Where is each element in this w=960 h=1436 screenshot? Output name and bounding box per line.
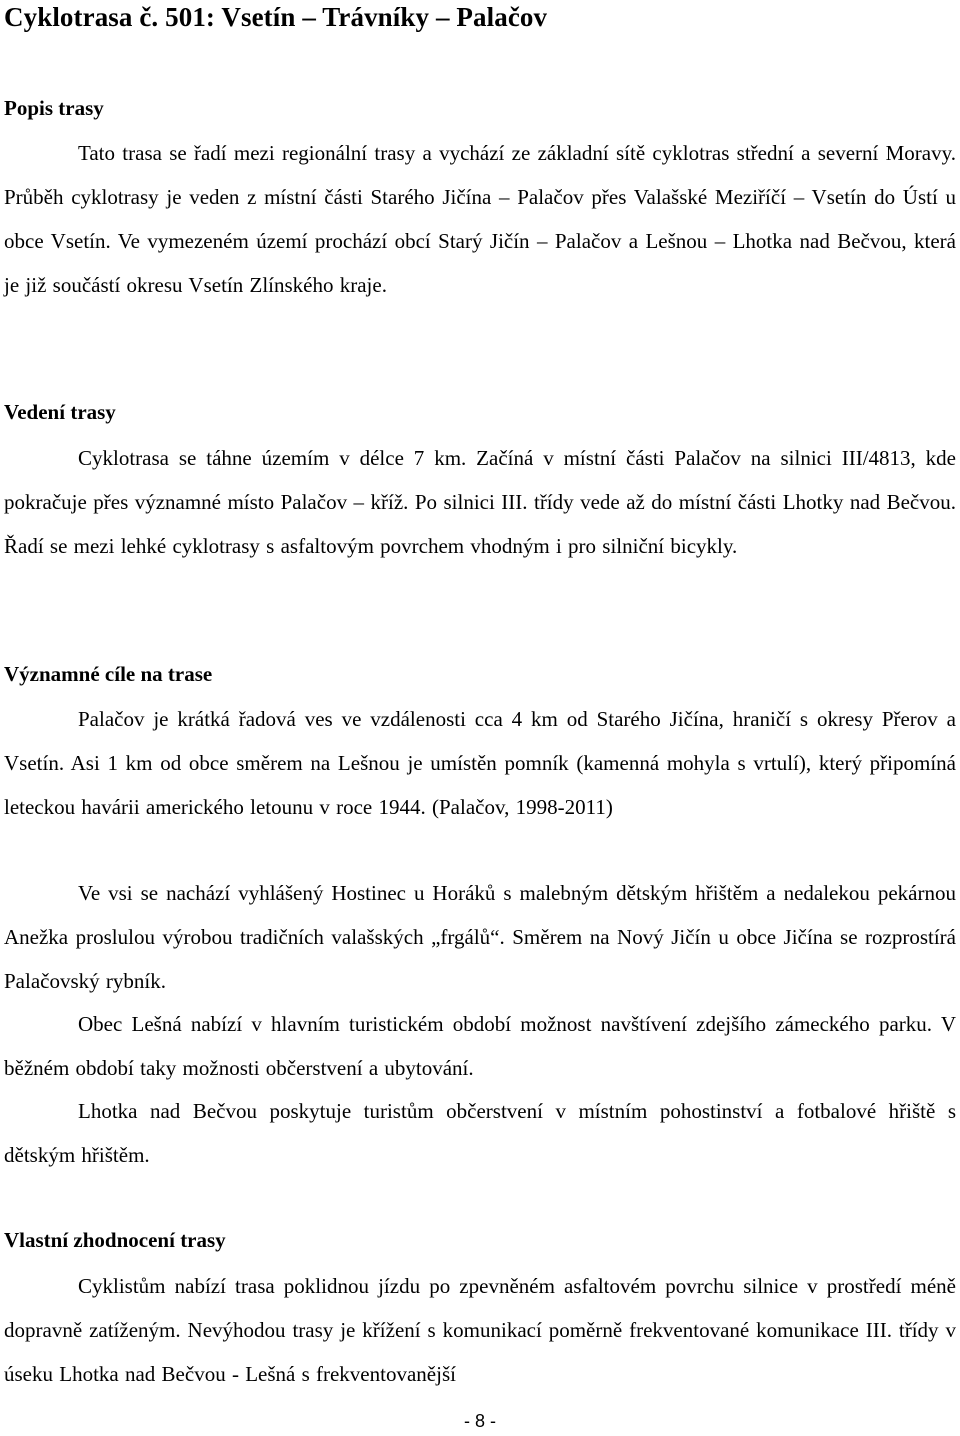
paragraph-lesna: Obec Lešná nabízí v hlavním turistickém období možnost navštívení zdejšího zámeckého parku. V běžném období taky možnosti občerstvení a ubytování. xyxy=(4,1012,956,1080)
paragraph-lhotka: Lhotka nad Bečvou poskytuje turistům občerstvení v místním pohostinství a fotbalové hřiště s dětským hřištěm. xyxy=(4,1099,956,1167)
section-heading-vlastni-zhodnoceni: Vlastní zhodnocení trasy xyxy=(4,1228,226,1252)
section-heading-vyznamne-cile: Významné cíle na trase xyxy=(4,662,213,686)
paragraph-hostinec: Ve vsi se nachází vyhlášený Hostinec u Horáků s malebným dětským hřištěm a nedalekou pekárnou Anežka proslulou výrobou tradičních valašských „frgálů“. Směrem na Nový Jičín u obce Jičína se rozprostírá Palačovský rybník. xyxy=(4,881,956,993)
page-number: - 8 - xyxy=(463,1411,496,1431)
paragraph-zhodnoceni: Cyklistům nabízí trasa poklidnou jízdu po zpevněném asfaltovém povrchu silnice v prostředí méně dopravně zatíženým. Nevýhodou trasy je křížení s komunikací poměrně frekventované komunikace III. třídy v úseku Lhotka nad Bečvou - Lešná s frekventovanější xyxy=(4,1274,956,1386)
document-title: Cyklotrasa č. 501: Vsetín – Trávníky – Palačov xyxy=(4,2,548,32)
section-heading-vedeni-trasy: Vedení trasy xyxy=(4,400,116,424)
paragraph-vedeni-trasy: Cyklotrasa se táhne územím v délce 7 km. Začíná v místní části Palačov na silnici III/4813, kde pokračuje přes významné místo Palačov – kříž. Po silnici III. třídy vede až do místní části Lhotky nad Bečvou. Řadí se mezi lehké cyklotrasy s asfaltovým povrchem vhodným i pro silniční bicykly. xyxy=(4,446,956,558)
paragraph-palacov: Palačov je krátká řadová ves ve vzdálenosti cca 4 km od Starého Jičína, hraničí s okresy Přerov a Vsetín. Asi 1 km od obce směrem na Lešnou je umístěn pomník (kamenná mohyla s vrtulí), který připomíná leteckou havárii amerického letounu v roce 1944. (Palačov, 1998-2011) xyxy=(4,707,956,819)
section-heading-popis-trasy: Popis trasy xyxy=(4,96,104,120)
paragraph-popis-trasy: Tato trasa se řadí mezi regionální trasy a vychází ze základní sítě cyklotras střední a severní Moravy. Průběh cyklotrasy je veden z místní části Starého Jičína – Palačov přes Valašské Meziříčí – Vsetín do Ústí u obce Vsetín. Ve vymezeném území prochází obcí Starý Jičín – Palačov a Lešnou – Lhotka nad Bečvou, která je již součástí okresu Vsetín Zlínského kraje. xyxy=(4,141,956,297)
